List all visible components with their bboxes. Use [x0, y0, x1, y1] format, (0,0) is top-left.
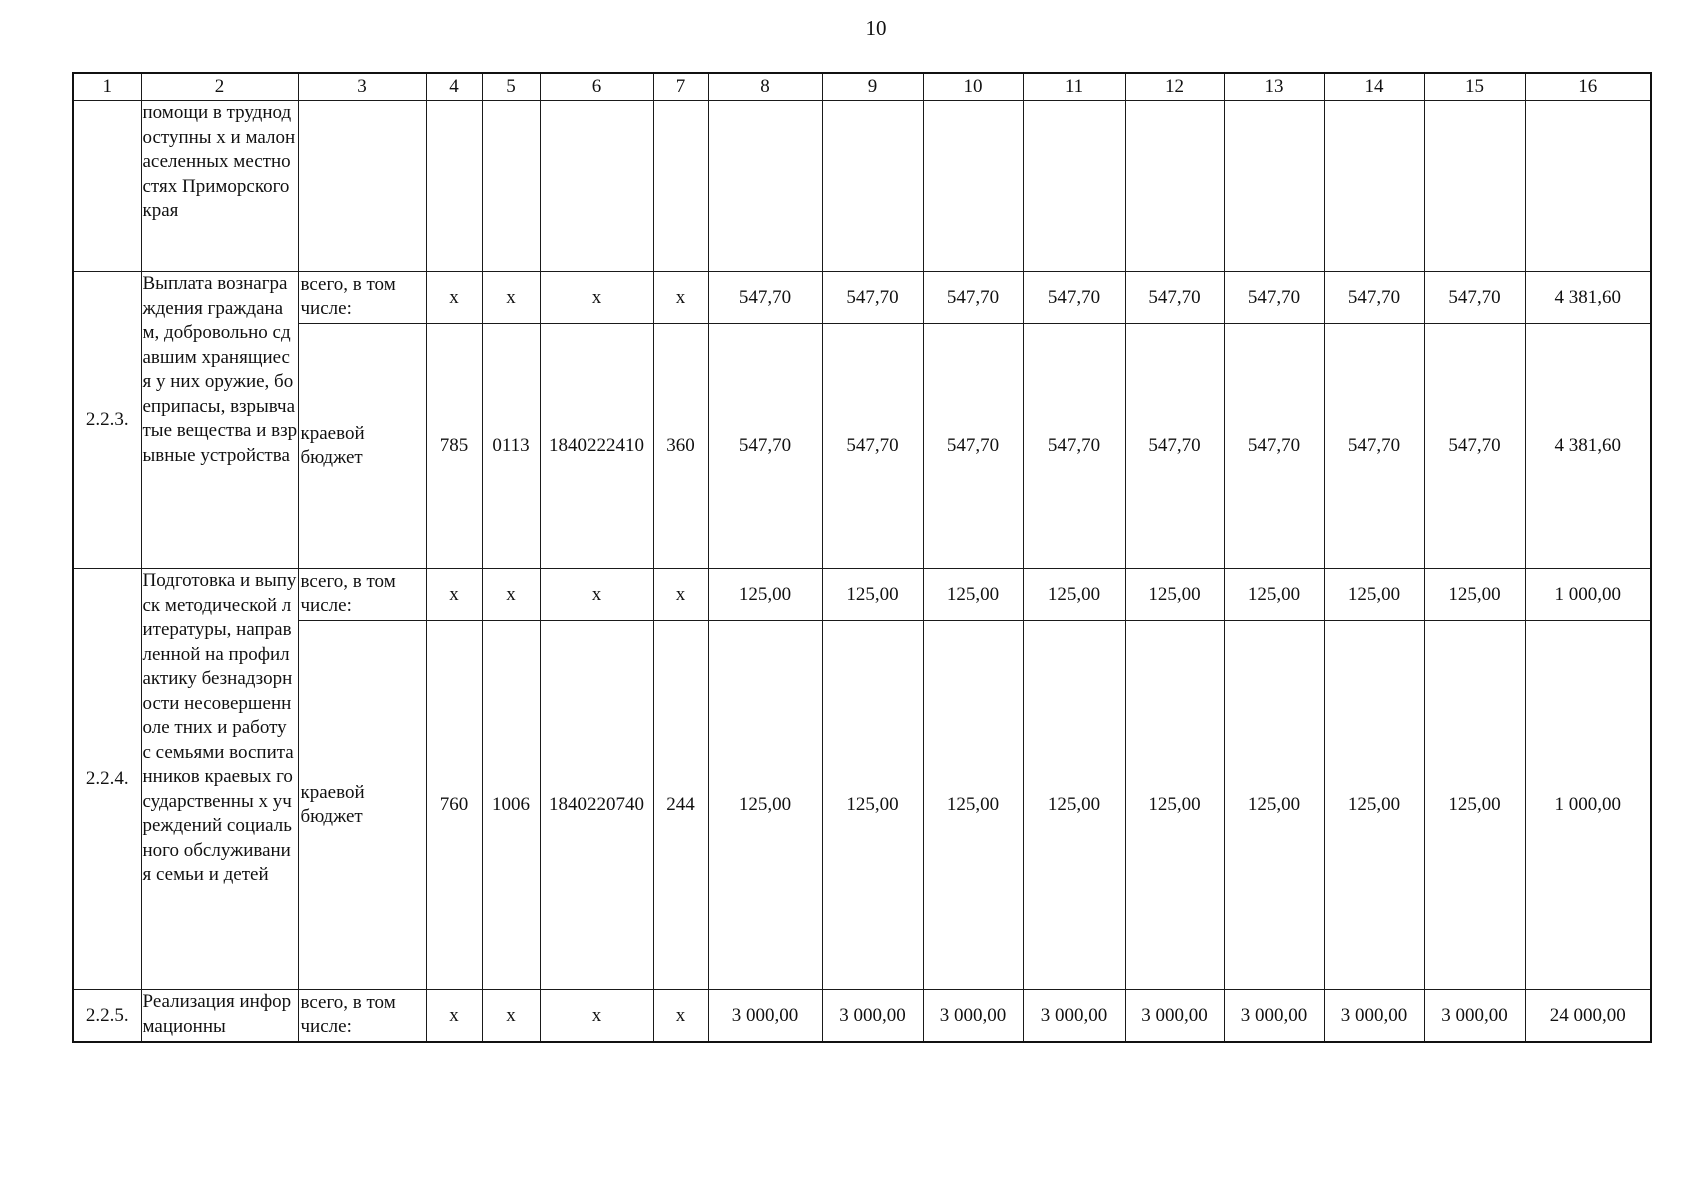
section-code-cell: 1006 [482, 621, 540, 990]
column-header: 10 [923, 73, 1023, 101]
year-amount-cell: 3 000,00 [1324, 990, 1424, 1043]
year-amount-cell: 3 000,00 [1224, 990, 1324, 1043]
funding-source-cell: всего, в том числе: [298, 272, 426, 324]
table-row-continuation [73, 101, 1651, 272]
year-amount-cell: 547,70 [1224, 272, 1324, 324]
column-header: 14 [1324, 73, 1424, 101]
empty-cell [653, 101, 708, 272]
empty-cell [708, 101, 822, 272]
year-amount-cell: 125,00 [1324, 621, 1424, 990]
x-cell: х [482, 569, 540, 621]
empty-cell [298, 101, 426, 272]
year-amount-cell: 547,70 [923, 324, 1023, 569]
empty-cell [1125, 101, 1224, 272]
year-amount-cell: 547,70 [822, 324, 923, 569]
empty-cell [822, 101, 923, 272]
year-amount-cell: 3 000,00 [923, 990, 1023, 1043]
column-header: 3 [298, 73, 426, 101]
year-amount-cell: 3 000,00 [1125, 990, 1224, 1043]
column-header: 15 [1424, 73, 1525, 101]
sum-cell: 24 000,00 [1525, 990, 1651, 1043]
empty-cell [426, 101, 482, 272]
table-row-detail [73, 621, 1651, 990]
ministry-code-cell: 785 [426, 324, 482, 569]
target-article-cell: 1840222410 [540, 324, 653, 569]
empty-cell [1424, 101, 1525, 272]
sum-cell: 1 000,00 [1525, 621, 1651, 990]
column-header: 11 [1023, 73, 1125, 101]
code-cell: 2.2.4. [73, 569, 141, 990]
funding-source-cell: всего, в том числе: [298, 569, 426, 621]
table-row-total [73, 990, 1651, 1043]
x-cell: х [540, 990, 653, 1043]
header-row [73, 73, 1651, 101]
column-header: 13 [1224, 73, 1324, 101]
column-header: 1 [73, 73, 141, 101]
empty-cell [482, 101, 540, 272]
year-amount-cell: 547,70 [1023, 272, 1125, 324]
x-cell: х [482, 990, 540, 1043]
target-article-cell: 1840220740 [540, 621, 653, 990]
year-amount-cell: 125,00 [923, 621, 1023, 990]
column-header: 9 [822, 73, 923, 101]
x-cell: х [540, 272, 653, 324]
x-cell: х [426, 569, 482, 621]
year-amount-cell: 547,70 [1324, 324, 1424, 569]
year-amount-cell: 125,00 [1125, 621, 1224, 990]
year-amount-cell: 547,70 [1324, 272, 1424, 324]
activity-name-cell: помощи в труднодоступны х и малонаселенных местностях Приморского края [141, 101, 298, 272]
table-row-detail [73, 324, 1651, 569]
sum-cell: 4 381,60 [1525, 272, 1651, 324]
year-amount-cell: 547,70 [1424, 272, 1525, 324]
code-cell: 2.2.3. [73, 272, 141, 569]
column-header: 16 [1525, 73, 1651, 101]
empty-cell [1324, 101, 1424, 272]
table-row-total [73, 272, 1651, 324]
empty-cell [1023, 101, 1125, 272]
expense-type-cell: 244 [653, 621, 708, 990]
year-amount-cell: 125,00 [1224, 569, 1324, 621]
year-amount-cell: 547,70 [1023, 324, 1125, 569]
year-amount-cell: 125,00 [1424, 621, 1525, 990]
x-cell: х [540, 569, 653, 621]
year-amount-cell: 3 000,00 [708, 990, 822, 1043]
funding-source-cell: краевой бюджет [298, 324, 426, 569]
year-amount-cell: 125,00 [1125, 569, 1224, 621]
year-amount-cell: 125,00 [923, 569, 1023, 621]
x-cell: х [653, 569, 708, 621]
column-header: 2 [141, 73, 298, 101]
code-cell: 2.2.5. [73, 990, 141, 1043]
funding-source-cell: краевой бюджет [298, 621, 426, 990]
year-amount-cell: 125,00 [1023, 621, 1125, 990]
column-header: 5 [482, 73, 540, 101]
page-number: 10 [865, 16, 887, 40]
ministry-code-cell: 760 [426, 621, 482, 990]
activity-name-cell: Реализация информационны [141, 990, 298, 1043]
activity-name-cell: Подготовка и выпуск методической литературы, направленной на профилактику безнадзорности несовершенноле тних и работу с семьями воспитанников краевых государственны х учреждений социального обслуживания семьи и детей [141, 569, 298, 990]
column-header: 12 [1125, 73, 1224, 101]
column-header: 4 [426, 73, 482, 101]
year-amount-cell: 125,00 [708, 621, 822, 990]
sum-cell: 1 000,00 [1525, 569, 1651, 621]
x-cell: х [426, 272, 482, 324]
x-cell: х [653, 272, 708, 324]
x-cell: х [426, 990, 482, 1043]
year-amount-cell: 125,00 [708, 569, 822, 621]
year-amount-cell: 3 000,00 [822, 990, 923, 1043]
empty-cell [1224, 101, 1324, 272]
expense-type-cell: 360 [653, 324, 708, 569]
year-amount-cell: 125,00 [1224, 621, 1324, 990]
activity-name-cell: Выплата вознаграждения гражданам, добровольно сдавшим хранящиеся у них оружие, боеприпасы, взрывчатые вещества и взрывные устройства [141, 272, 298, 569]
code-cell [73, 101, 141, 272]
year-amount-cell: 547,70 [1125, 272, 1224, 324]
year-amount-cell: 3 000,00 [1023, 990, 1125, 1043]
year-amount-cell: 3 000,00 [1424, 990, 1525, 1043]
empty-cell [923, 101, 1023, 272]
table-row-total [73, 569, 1651, 621]
year-amount-cell: 125,00 [822, 569, 923, 621]
year-amount-cell: 125,00 [1324, 569, 1424, 621]
empty-cell [1525, 101, 1651, 272]
year-amount-cell: 125,00 [1023, 569, 1125, 621]
column-header: 8 [708, 73, 822, 101]
year-amount-cell: 547,70 [1224, 324, 1324, 569]
x-cell: х [482, 272, 540, 324]
column-header: 7 [653, 73, 708, 101]
funding-source-cell: всего, в том числе: [298, 990, 426, 1043]
column-header: 6 [540, 73, 653, 101]
sum-cell: 4 381,60 [1525, 324, 1651, 569]
x-cell: х [653, 990, 708, 1043]
year-amount-cell: 547,70 [1125, 324, 1224, 569]
budget-table [72, 72, 1652, 1043]
year-amount-cell: 547,70 [708, 324, 822, 569]
year-amount-cell: 547,70 [708, 272, 822, 324]
year-amount-cell: 547,70 [923, 272, 1023, 324]
year-amount-cell: 547,70 [822, 272, 923, 324]
empty-cell [540, 101, 653, 272]
section-code-cell: 0113 [482, 324, 540, 569]
year-amount-cell: 547,70 [1424, 324, 1525, 569]
year-amount-cell: 125,00 [1424, 569, 1525, 621]
year-amount-cell: 125,00 [822, 621, 923, 990]
